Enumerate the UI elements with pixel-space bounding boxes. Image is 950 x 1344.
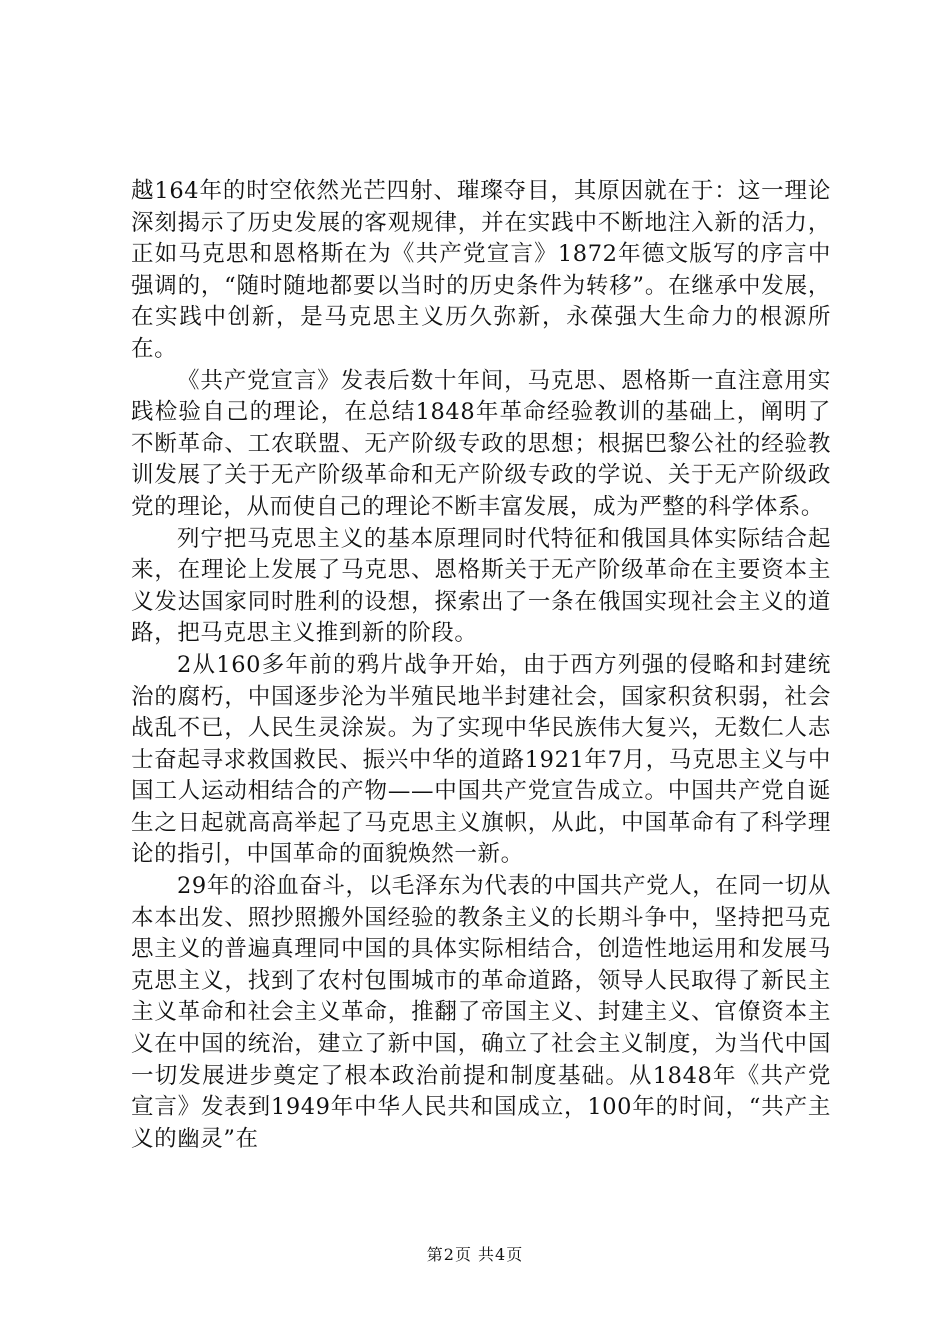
paragraph-4: 2从160多年前的鸦片战争开始，由于西方列强的侵略和封建统治的腐朽，中国逐步沦为半殖民地半封建社会，国家积贫积弱，社会战乱不已，人民生灵涂炭。为了实现中华民族伟大复兴，无数仁人志士奋起寻求救国救民、振兴中华的道路1921年7月，马克思主义与中国工人运动相结合的产物——中国共产党宣告成立。中国共产党自诞生之日起就高高举起了马克思主义旗帜，从此，中国革命有了科学理论的指引，中国革命的面貌焕然一新。 [131,651,831,868]
paragraph-3: 列宁把马克思主义的基本原理同时代特征和俄国具体实际结合起来，在理论上发展了马克思、恩格斯关于无产阶级革命在主要资本主义发达国家同时胜利的设想，探索出了一条在俄国实现社会主义的道路，把马克思主义推到新的阶段。 [131,525,831,647]
paragraph-2: 《共产党宣言》发表后数十年间，马克思、恩格斯一直注意用实践检验自己的理论，在总结1848年革命经验教训的基础上，阐明了不断革命、工农联盟、无产阶级专政的思想；根据巴黎公社的经验教训发展了关于无产阶级革命和无产阶级专政的学说、关于无产阶级政党的理论，从而使自己的理论不断丰富发展，成为严整的科学体系。 [131,367,831,520]
paragraph-1: 越164年的时空依然光芒四射、璀璨夺目，其原因就在于：这一理论深刻揭示了历史发展的客观规律，并在实践中不断地注入新的活力，正如马克思和恩格斯在为《共产党宣言》1872年德文版写的序言中强调的，“随时随地都要以当时的历史条件为转移”。在继承中发展，在实践中创新，是马克思主义历久弥新，永葆强大生命力的根源所在。 [131,178,831,362]
document-body [131,176,831,1155]
page-number-footer: 第2页 共4页 [426,1245,524,1264]
paragraph-5: 29年的浴血奋斗，以毛泽东为代表的中国共产党人，在同一切从本本出发、照抄照搬外国经验的教条主义的长期斗争中，坚持把马克思主义的普遍真理同中国的具体实际相结合，创造性地运用和发展马克思主义，找到了农村包围城市的革命道路，领导人民取得了新民主主义革命和社会主义革命，推翻了帝国主义、封建主义、官僚资本主义在中国的统治，建立了新中国，确立了社会主义制度，为当代中国一切发展进步奠定了根本政治前提和制度基础。从1848年《共产党宣言》发表到1949年中华人民共和国成立，100年的时间，“共产主义的幽灵”在 [131,873,831,1152]
